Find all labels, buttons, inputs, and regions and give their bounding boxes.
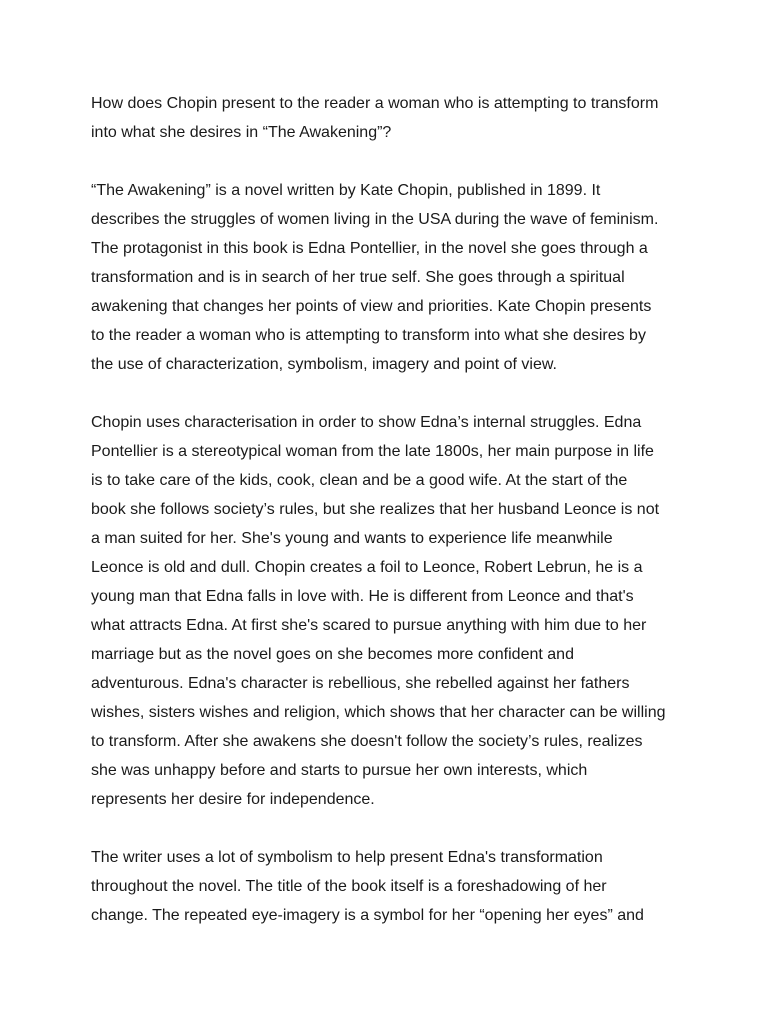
text-line: wishes, sisters wishes and religion, which shows that her character can be willing <box>91 704 666 721</box>
text-line: awakening that changes her points of view and priorities. Kate Chopin presents <box>91 298 652 315</box>
text-line: How does Chopin present to the reader a woman who is attempting to transform <box>91 95 659 112</box>
text-line: she was unhappy before and starts to pursue her own interests, which <box>91 762 588 779</box>
paragraph-characterisation <box>91 408 691 814</box>
paragraph-introduction <box>91 176 691 379</box>
text-line: transformation and is in search of her true self. She goes through a spiritual <box>91 269 625 286</box>
text-line: describes the struggles of women living in the USA during the wave of feminism. <box>91 211 659 228</box>
text-line: change. The repeated eye-imagery is a symbol for her “opening her eyes” and <box>91 907 644 924</box>
text-line: The protagonist in this book is Edna Pontellier, in the novel she goes through a <box>91 240 648 257</box>
text-line: book she follows society’s rules, but she realizes that her husband Leonce is not <box>91 501 660 518</box>
paragraph-question <box>91 89 691 147</box>
text-line: throughout the novel. The title of the book itself is a foreshadowing of her <box>91 878 607 895</box>
paragraph-symbolism <box>91 843 691 930</box>
text-line: Chopin uses characterisation in order to show Edna’s internal struggles. Edna <box>91 414 642 431</box>
text-line: into what she desires in “The Awakening”? <box>91 124 392 141</box>
text-line: young man that Edna falls in love with. He is different from Leonce and that's <box>91 588 634 605</box>
text-line: represents her desire for independence. <box>91 791 375 808</box>
text-line: Leonce is old and dull. Chopin creates a foil to Leonce, Robert Lebrun, he is a <box>91 559 643 576</box>
text-line: is to take care of the kids, cook, clean and be a good wife. At the start of the <box>91 472 628 489</box>
text-line: The writer uses a lot of symbolism to help present Edna's transformation <box>91 849 603 866</box>
document-body <box>91 89 691 930</box>
text-line: to transform. After she awakens she doesn't follow the society’s rules, realizes <box>91 733 643 750</box>
text-line: “The Awakening” is a novel written by Kate Chopin, published in 1899. It <box>91 182 601 199</box>
text-line: the use of characterization, symbolism, imagery and point of view. <box>91 356 557 373</box>
text-line: Pontellier is a stereotypical woman from the late 1800s, her main purpose in life <box>91 443 654 460</box>
text-line: to the reader a woman who is attempting to transform into what she desires by <box>91 327 646 344</box>
text-line: a man suited for her. She's young and wants to experience life meanwhile <box>91 530 613 547</box>
text-line: adventurous. Edna's character is rebellious, she rebelled against her fathers <box>91 675 630 692</box>
text-line: what attracts Edna. At first she's scared to pursue anything with him due to her <box>91 617 647 634</box>
text-line: marriage but as the novel goes on she becomes more confident and <box>91 646 574 663</box>
